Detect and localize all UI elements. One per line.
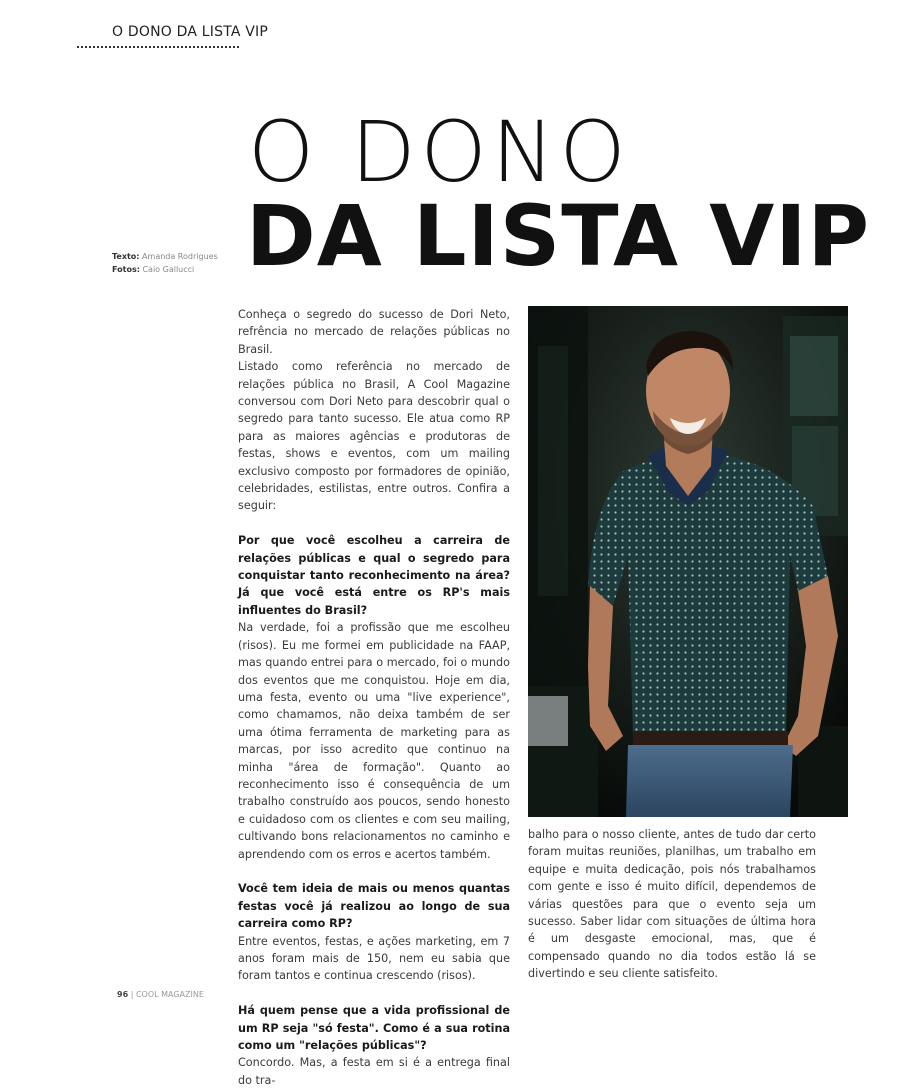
article-title-line-1: O DONO xyxy=(248,103,631,201)
page-number: 96 xyxy=(117,990,129,999)
page-footer xyxy=(117,990,204,999)
intro-lead: Conheça o segredo do sucesso de Dori Neto, refrência no mercado de relações públicas no Brasil. xyxy=(238,308,510,356)
footer-separator: | xyxy=(130,990,134,999)
section-divider xyxy=(77,46,239,48)
magazine-name: COOL MAGAZINE xyxy=(135,990,204,999)
article-title-line-2: DA LISTA VIP xyxy=(246,187,871,285)
portrait-photo xyxy=(528,306,848,817)
photo-credit: Fotos: Caio Gallucci xyxy=(112,265,195,274)
article-column-right xyxy=(528,826,816,983)
credits xyxy=(112,250,218,276)
question-3: Há quem pense que a vida profissional de um RP seja "só festa". Como é a sua rotina como um "relações públicas"? xyxy=(238,1004,510,1053)
section-label: O DONO DA LISTA VIP xyxy=(112,24,269,40)
answer-3-start: Concordo. Mas, a festa em si é a entrega final do tra- xyxy=(238,1056,510,1087)
answer-1: Na verdade, foi a profissão que me escolheu (risos). Eu me formei em publicidade na FAAP, mas quando entrei para o mercado, foi o mundo dos eventos que me conquistou. Hoje em dia, uma festa, evento ou uma "live experience", como chamamos, não deixa também de ser uma ótima ferramenta de marketing para as marcas, por isso acredito que continuo na minha "área de formação". Quanto ao reconhecimento isso é consequência de um trabalho construído aos poucos, sendo honesto e cuidadoso com os clientes e com seu mailing, cultivando bons relacionamentos no caminho e aprendendo com os erros e acertos também. xyxy=(238,621,510,861)
text-credit: Texto: Amanda Rodrigues xyxy=(112,252,218,261)
intro-paragraph: Listado como referência no mercado de relações pública no Brasil, A Cool Magazine conversou com Dori Neto para descobrir qual o segredo para tanto sucesso. Ele atua como RP para as maiores agências e produtoras de festas, shows e eventos, com um mailing exclusivo composto por formadores de opinião, celebridades, estilistas, entre outros. Confira a seguir: xyxy=(238,360,510,513)
question-2: Você tem ideia de mais ou menos quantas festas você já realizou ao longo de sua carreira como RP? xyxy=(238,882,510,931)
article-column-left xyxy=(238,306,510,1089)
answer-3-continued: balho para o nosso cliente, antes de tudo dar certo foram muitas reuniões, planilhas, um trabalho em equipe e muita dedicação, pois nós trabalhamos com gente e isso é muito difícil, dependemos de várias questões para que o evento seja um sucesso. Saber lidar com situações de última hora é um desgaste emocional, mas, que é compensado quando no dia todos estão lá se divertindo e seu cliente satisfeito. xyxy=(528,828,816,981)
answer-2: Entre eventos, festas, e ações marketing, em 7 anos foram mais de 150, nem eu sabia que foram tantos e continua crescendo (risos). xyxy=(238,934,510,983)
question-1: Por que você escolheu a carreira de relações públicas e qual o segredo para conquistar tanto reconhecimento na área? Já que você está entre os RP's mais influentes do Brasil? xyxy=(238,534,510,617)
